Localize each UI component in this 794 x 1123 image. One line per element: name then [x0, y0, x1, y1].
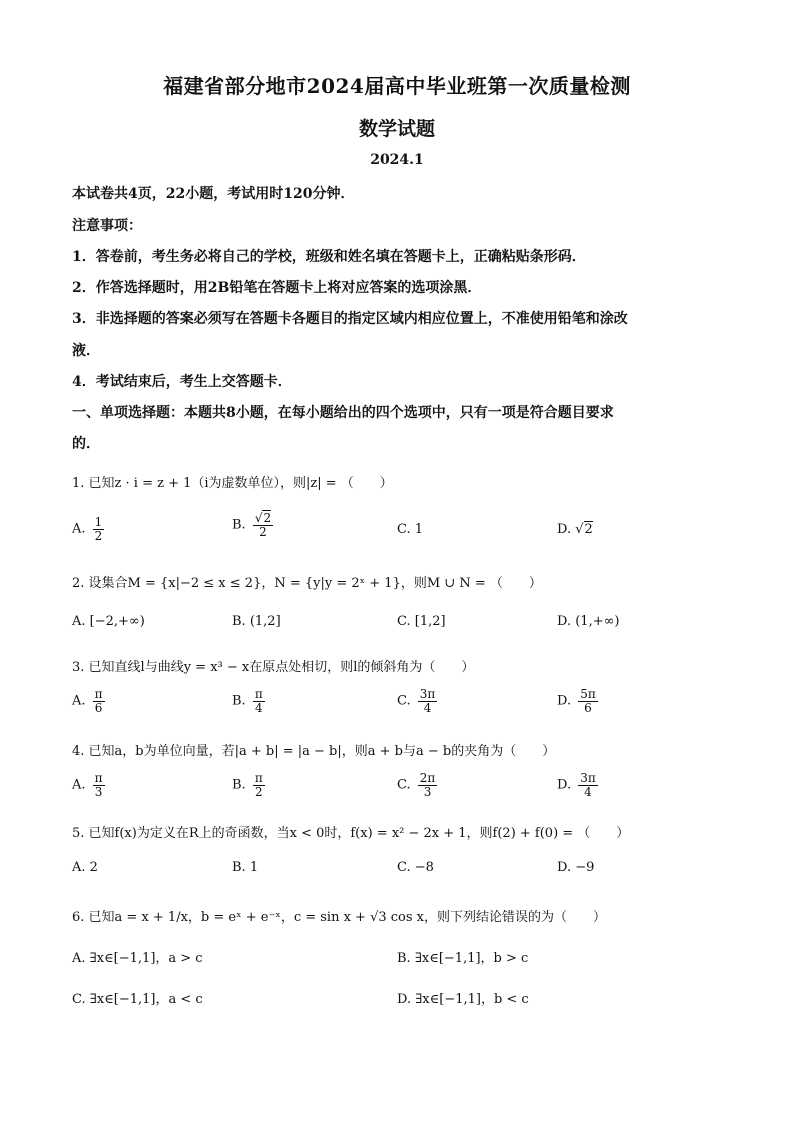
q2-option-c [397, 614, 446, 629]
note-3: 3．非选择题的答案必须写在答题卡各题目的指定区域内相应位置上，不准使用铅笔和涂改 [72, 311, 628, 327]
q4-c-fraction: $\frac{2\pi}{3}$ [419, 771, 436, 799]
question-4: 4. 已知a，b为单位向量，若|a + b| = |a − b|，则a + b与a − b的夹角为（ ） [72, 744, 556, 759]
q5-label-b: B. [232, 860, 246, 875]
q1-option-d [557, 522, 593, 537]
q6-b-value: ∃x∈[−1,1]，b > c [414, 951, 529, 966]
q2-label-c: C. [397, 614, 411, 629]
q2-option-a [72, 614, 145, 629]
q2-d-value: (1,+∞) [575, 614, 620, 629]
page-title: 福建省部分地市2024届高中毕业班第一次质量检测 [163, 74, 631, 98]
q1-label-d: D. [557, 522, 572, 537]
q5-option-d [557, 860, 594, 875]
q6-label-b: B. [397, 951, 411, 966]
q6-option-b [397, 947, 528, 966]
q1-c-value: 1 [414, 522, 424, 537]
q3-option-d [557, 688, 601, 714]
exam-summary: 本试卷共4页，22小题，考试用时120分钟． [72, 186, 355, 202]
q5-option-c [397, 860, 434, 875]
q2-a-value: [−2,+∞) [89, 614, 145, 629]
q4-label-d: D. [557, 777, 572, 793]
q4-label-c: C. [397, 777, 411, 793]
q6-option-c [72, 988, 203, 1007]
q1-label-a: A. [72, 521, 86, 537]
q6-option-a [72, 947, 203, 966]
q3-label-d: D. [557, 693, 572, 709]
q1-label-b: B. [232, 517, 246, 533]
q4-a-fraction: $\frac{\pi}{3}$ [94, 771, 103, 799]
q5-b-value: 1 [249, 860, 259, 875]
q2-label-d: D. [557, 614, 572, 629]
question-1: 1. 已知z · i = z + 1（i为虚数单位），则|z| = （ ） [72, 476, 393, 491]
q6-d-value: ∃x∈[−1,1]，b < c [415, 992, 529, 1007]
q2-c-value: [1,2] [414, 614, 446, 629]
note-3-cont: 液． [72, 343, 100, 359]
q1-label-c: C. [397, 522, 411, 537]
q4-option-c [397, 772, 440, 798]
note-4: 4．考试结束后，考生上交答题卡． [72, 374, 292, 390]
q6-label-d: D. [397, 992, 412, 1007]
q1-a-fraction: $\frac{1}{2}$ [94, 515, 103, 543]
q3-label-c: C. [397, 693, 411, 709]
q6-label-c: C. [72, 992, 86, 1007]
q4-b-fraction: $\frac{\pi}{2}$ [254, 771, 263, 799]
q5-c-value: −8 [414, 860, 434, 875]
q5-a-value: 2 [89, 860, 98, 875]
notice-title: 注意事项： [72, 218, 142, 234]
q1-d-value: √2 [575, 522, 593, 537]
q1-b-fraction: $\frac{√2}{2}$ [254, 511, 272, 539]
q1-option-c [397, 522, 423, 537]
q3-a-fraction: $\frac{\pi}{6}$ [94, 687, 103, 715]
q4-option-d [557, 772, 601, 798]
q1-option-a [72, 516, 107, 542]
q3-option-a [72, 688, 108, 714]
note-2: 2．作答选择题时，用2B铅笔在答题卡上将对应答案的选项涂黑． [72, 280, 482, 296]
q3-option-b [232, 688, 268, 714]
exam-date: 2024.1 [370, 152, 424, 168]
q2-label-b: B. [232, 614, 246, 629]
q5-d-value: −9 [575, 860, 595, 875]
q3-label-b: B. [232, 693, 246, 709]
q4-label-b: B. [232, 777, 246, 793]
q4-option-a [72, 772, 108, 798]
q2-option-b [232, 614, 281, 629]
q4-option-b [232, 772, 268, 798]
q2-b-value: (1,2] [249, 614, 281, 629]
page-subtitle: 数学试题 [358, 118, 435, 140]
q5-label-a: A. [72, 860, 86, 875]
question-2: 2. 设集合M = {x|−2 ≤ x ≤ 2}，N = {y|y = 2ˣ + 1}，则M ∪ N = （ ） [72, 576, 542, 591]
q6-label-a: A. [72, 951, 86, 966]
question-5: 5. 已知f(x)为定义在R上的奇函数，当x < 0时，f(x) = x² − 2x + 1，则f(2) + f(0) = （ ） [72, 826, 630, 841]
question-3: 3. 已知直线l与曲线y = x³ − x在原点处相切，则l的倾斜角为（ ） [72, 660, 475, 675]
q4-d-fraction: $\frac{3\pi}{4}$ [580, 771, 596, 799]
q6-c-value: ∃x∈[−1,1]，a < c [89, 992, 203, 1007]
section-heading-cont: 的． [72, 436, 100, 452]
q4-label-a: A. [72, 777, 86, 793]
note-1: 1．答卷前，考生务必将自己的学校，班级和姓名填在答题卡上，正确粘贴条形码． [72, 249, 586, 265]
q5-label-c: C. [397, 860, 411, 875]
question-6: 6. 已知a = x + 1/x，b = eˣ + e⁻ˣ，c = sin x + √3 cos x，则下列结论错误的为（ ） [72, 910, 607, 925]
section-heading: 一、单项选择题：本题共8小题，在每小题给出的四个选项中，只有一项是符合题目要求 [72, 405, 614, 421]
q2-label-a: A. [72, 614, 86, 629]
q3-c-fraction: $\frac{3\pi}{4}$ [419, 687, 436, 715]
q1-option-b [232, 512, 276, 538]
q3-label-a: A. [72, 693, 86, 709]
q2-option-d [557, 614, 620, 629]
q5-option-b [232, 860, 258, 875]
q3-b-fraction: $\frac{\pi}{4}$ [254, 687, 263, 715]
q5-label-d: D. [557, 860, 572, 875]
q6-a-value: ∃x∈[−1,1]，a > c [89, 951, 203, 966]
q5-option-a [72, 860, 98, 875]
q3-option-c [397, 688, 440, 714]
q6-option-d [397, 988, 529, 1007]
q3-d-fraction: $\frac{5\pi}{6}$ [580, 687, 596, 715]
